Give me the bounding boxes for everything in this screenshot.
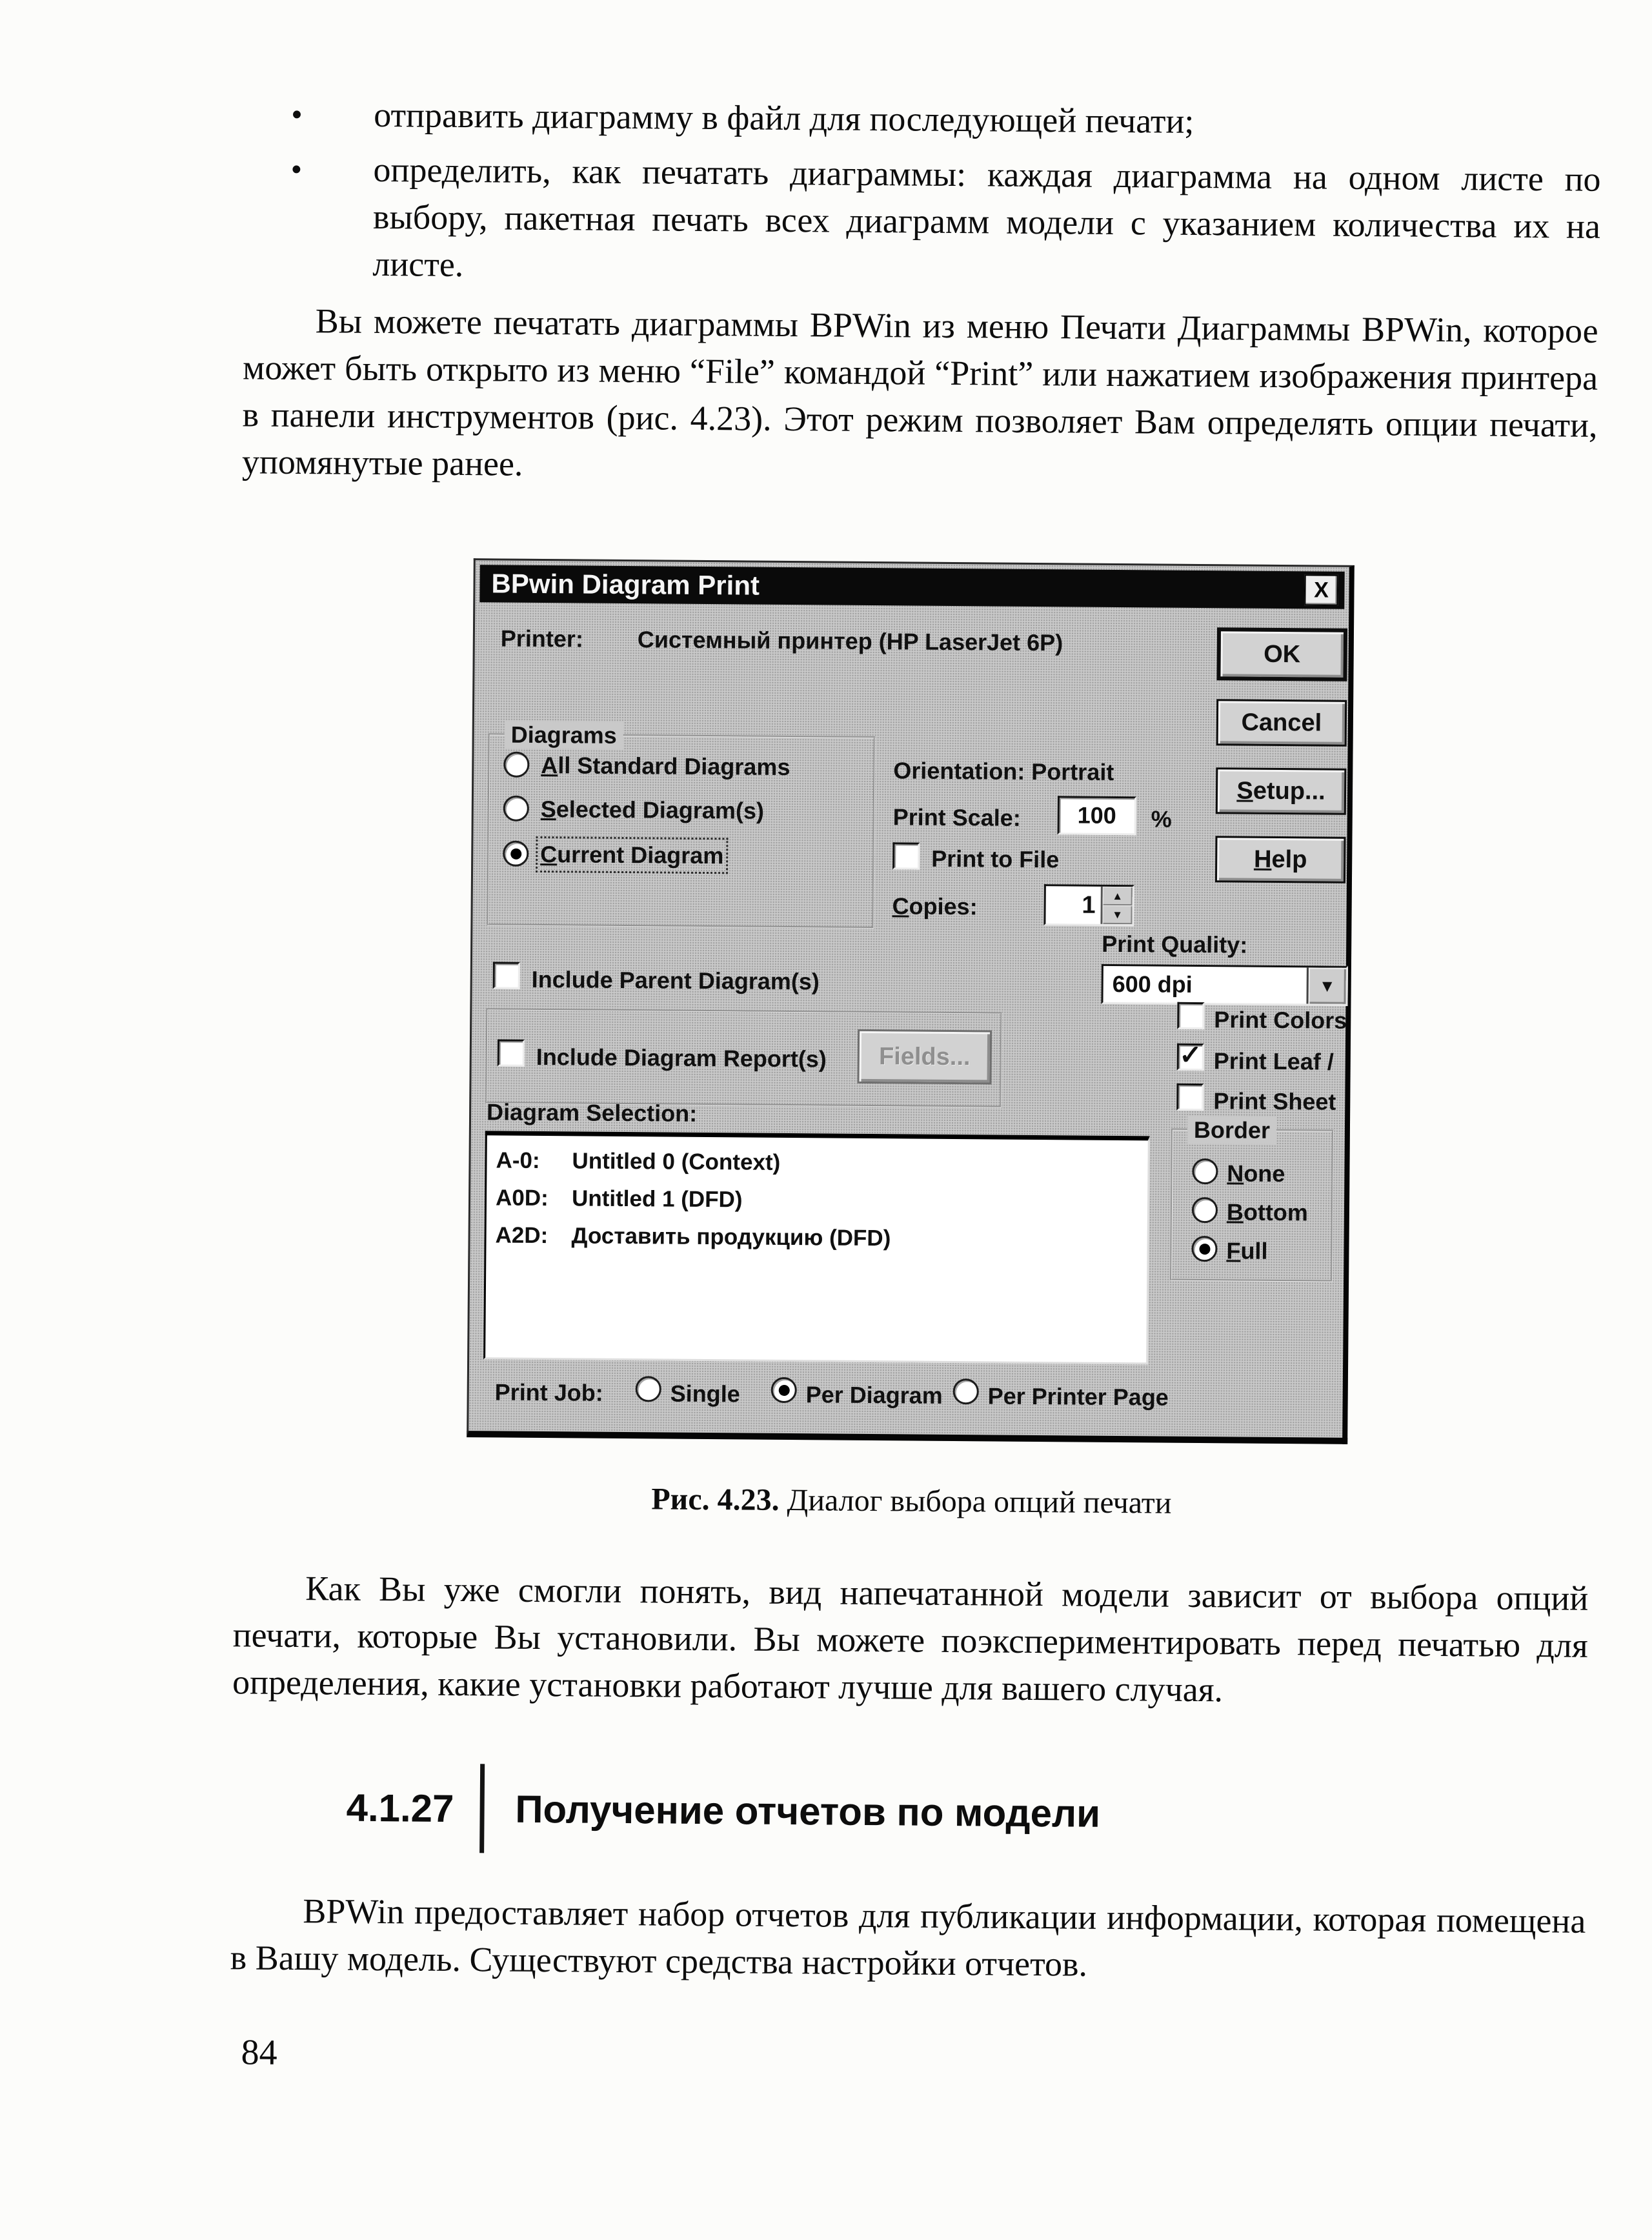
diagram-name: Untitled 1 (DFD) bbox=[571, 1186, 743, 1213]
spinner-down-icon[interactable]: ▼ bbox=[1102, 905, 1132, 924]
section-heading bbox=[346, 1763, 1100, 1858]
print-leaf-label: Print Leaf / bbox=[1213, 1047, 1334, 1075]
radio-current-diagram[interactable] bbox=[503, 841, 529, 867]
section-number: 4.1.27 bbox=[346, 1786, 454, 1830]
include-parent-checkbox[interactable] bbox=[493, 962, 520, 989]
diagram-id: A2D: bbox=[495, 1222, 549, 1249]
copies-stepper[interactable] bbox=[1043, 884, 1134, 926]
paragraph: Вы можете печатать диаграммы BPWin из меню Печати Диаграммы BPWin, которое может быть открыто из меню “File” командой “Print” или нажатием изображения принтера в панели инструментов (рис. 4.23). Этот режим позволяет Вам определять опции печати, упомянутые ранее. bbox=[241, 301, 1598, 483]
radio-border-none[interactable] bbox=[1192, 1158, 1218, 1184]
print-to-file-checkbox[interactable] bbox=[892, 842, 920, 869]
radio-print-job-single-label: Single bbox=[670, 1380, 740, 1408]
radio-print-job-per-printer-page-label: Per Printer Page bbox=[987, 1382, 1169, 1411]
list-item[interactable] bbox=[496, 1179, 1147, 1222]
border-group-label: Border bbox=[1187, 1116, 1276, 1144]
radio-all-standard-diagrams-label: All Standard Diagrams bbox=[541, 751, 791, 781]
bullet-list bbox=[290, 91, 1601, 305]
list-item bbox=[290, 146, 1601, 298]
bullet-text: определить, как печатать диаграммы: каждая диаграмма на одном листе по выбору, пакетная печать всех диаграмм модели с указанием количества их на листе. bbox=[372, 150, 1601, 285]
radio-border-full[interactable] bbox=[1191, 1236, 1217, 1262]
fields-button[interactable]: Fields... bbox=[857, 1029, 992, 1085]
radio-border-bottom[interactable] bbox=[1192, 1197, 1218, 1223]
diagram-id: A-0: bbox=[496, 1147, 540, 1173]
radio-selected-diagrams-label: Selected Diagram(s) bbox=[540, 795, 765, 824]
cancel-button[interactable]: Cancel bbox=[1216, 699, 1347, 747]
spinner-up-icon[interactable]: ▲ bbox=[1103, 887, 1133, 905]
paragraph: BPWin предоставляет набор отчетов для публикации информации, которая помещена в Вашу модель. Существуют средства настройки отчетов. bbox=[230, 1892, 1586, 1984]
print-scale-label: Print Scale: bbox=[892, 803, 1021, 831]
diagram-name: Доставить продукцию (DFD) bbox=[571, 1223, 891, 1251]
diagram-selection-list[interactable] bbox=[483, 1131, 1150, 1364]
print-sheet-checkbox[interactable] bbox=[1176, 1084, 1204, 1111]
print-colors-checkbox[interactable] bbox=[1177, 1002, 1204, 1029]
setup-button-label: Setup... bbox=[1236, 776, 1325, 805]
radio-print-job-single[interactable] bbox=[636, 1376, 661, 1402]
printer-value: Системный принтер (HP LaserJet 6P) bbox=[637, 626, 1063, 656]
radio-print-job-per-printer-page[interactable] bbox=[953, 1378, 979, 1404]
include-report-checkbox[interactable] bbox=[498, 1039, 525, 1066]
figure-caption-text: Диалог выбора опций печати bbox=[787, 1483, 1172, 1520]
page-number: 84 bbox=[241, 2032, 277, 2073]
help-button-label: Help bbox=[1253, 845, 1307, 873]
ok-button[interactable]: OK bbox=[1216, 627, 1347, 681]
figure-caption bbox=[234, 1478, 1589, 1524]
percent-label: % bbox=[1151, 805, 1172, 832]
section-title: Получение отчетов по модели bbox=[515, 1787, 1101, 1835]
bullet-icon: • bbox=[290, 150, 303, 188]
list-item[interactable] bbox=[496, 1142, 1147, 1184]
help-button[interactable] bbox=[1215, 836, 1346, 883]
orientation-label: Orientation: Portrait bbox=[893, 757, 1114, 785]
print-quality-value: 600 dpi bbox=[1112, 970, 1193, 998]
print-sheet-label: Print Sheet bbox=[1213, 1087, 1336, 1115]
figure-caption-number: Рис. 4.23. bbox=[651, 1482, 780, 1517]
paragraph: Как Вы уже смогли понять, вид напечатанной модели зависит от выбора опций печати, которые Вы установили. Вы можете поэкспериментировать перед печатью для определения, какие установки работают лучше для вашего случая. bbox=[232, 1569, 1589, 1710]
close-icon[interactable]: X bbox=[1304, 574, 1338, 605]
radio-all-standard-diagrams[interactable] bbox=[503, 752, 529, 778]
radio-print-job-per-diagram[interactable] bbox=[771, 1377, 797, 1403]
diagram-name: Untitled 0 (Context) bbox=[572, 1148, 781, 1175]
print-quality-select[interactable] bbox=[1101, 964, 1347, 1006]
print-scale-input[interactable]: 100 bbox=[1058, 796, 1136, 835]
print-to-file-label: Print to File bbox=[931, 845, 1060, 873]
print-colors-label: Print Colors bbox=[1214, 1006, 1347, 1034]
radio-border-bottom-label: Bottom bbox=[1226, 1198, 1309, 1226]
diagram-selection-label: Diagram Selection: bbox=[486, 1098, 698, 1127]
dialog-title: BPwin Diagram Print bbox=[491, 568, 760, 601]
print-leaf-checkbox[interactable] bbox=[1177, 1044, 1204, 1071]
list-item bbox=[291, 91, 1602, 148]
list-item[interactable] bbox=[495, 1216, 1147, 1259]
include-report-label: Include Diagram Report(s) bbox=[536, 1043, 827, 1073]
copies-label: Copies: bbox=[892, 893, 978, 920]
bullet-icon: • bbox=[291, 96, 303, 133]
printer-label: Printer: bbox=[500, 625, 584, 652]
radio-selected-diagrams[interactable] bbox=[503, 796, 529, 822]
radio-print-job-per-diagram-label: Per Diagram bbox=[805, 1381, 943, 1409]
print-quality-label: Print Quality: bbox=[1102, 930, 1248, 958]
chevron-down-icon[interactable]: ▼ bbox=[1306, 967, 1345, 1004]
diagrams-group-label: Diagrams bbox=[505, 721, 623, 749]
radio-border-none-label: None bbox=[1227, 1160, 1285, 1187]
bpwin-diagram-print-dialog bbox=[467, 558, 1355, 1444]
setup-button[interactable] bbox=[1216, 767, 1347, 815]
print-job-label: Print Job: bbox=[494, 1378, 603, 1406]
copies-value: 1 bbox=[1082, 891, 1096, 919]
include-parent-label: Include Parent Diagram(s) bbox=[531, 965, 820, 995]
radio-border-full-label: Full bbox=[1226, 1237, 1268, 1264]
dialog-titlebar[interactable] bbox=[479, 565, 1344, 609]
radio-current-diagram-label: Current Diagram bbox=[540, 840, 724, 869]
bullet-text: отправить диаграмму в файл для последующей печати; bbox=[374, 95, 1194, 141]
diagram-id: A0D: bbox=[495, 1185, 549, 1211]
